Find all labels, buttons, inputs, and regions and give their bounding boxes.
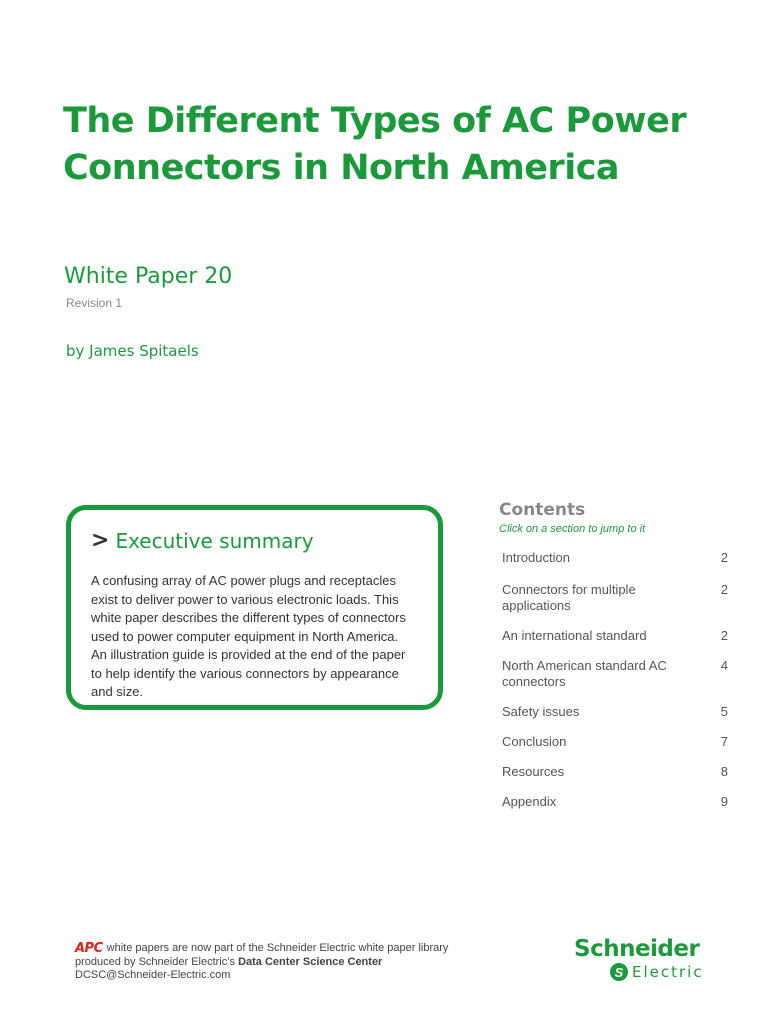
white-paper-number: White Paper 20 [64, 264, 233, 289]
toc-item-page: 2 [720, 582, 728, 597]
executive-summary-box [66, 505, 443, 710]
electric-logo-row [610, 963, 719, 981]
executive-summary-title: Executive summary [115, 529, 314, 553]
schneider-s-icon: S [610, 963, 628, 981]
contents-subtitle: Click on a section to jump to it [499, 523, 646, 535]
toc-item-connectors-for-multiple-applications[interactable] [502, 582, 728, 628]
toc-item-page: 9 [720, 794, 728, 809]
data-center-science-center-label: Data Center Science Center [238, 955, 383, 968]
toc-item-north-american-standard-ac-connectors[interactable] [502, 658, 728, 704]
toc-item-page: 5 [720, 704, 728, 719]
document-title-line-2: Connectors in North America [63, 148, 620, 188]
toc-item-label: North American standard AC connectors [502, 658, 667, 689]
footer-email-link[interactable]: DCSC@Schneider-Electric.com [75, 969, 231, 981]
chevron-right-icon: > [91, 528, 110, 553]
toc-item-an-international-standard[interactable] [502, 628, 728, 658]
toc-item-safety-issues[interactable] [502, 704, 728, 734]
revision-label: Revision 1 [66, 296, 123, 310]
toc-item-label: An international standard [502, 628, 647, 643]
toc-item-label: Appendix [502, 794, 557, 809]
contents-title: Contents [499, 500, 586, 520]
toc-item-page: 2 [720, 550, 728, 565]
toc-item-page: 4 [720, 658, 728, 673]
executive-summary-header [91, 524, 416, 558]
toc-item-label: Resources [502, 764, 565, 779]
document-title [63, 98, 723, 192]
toc-item-label: Introduction [502, 550, 570, 565]
toc-item-label: Conclusion [502, 734, 567, 749]
electric-logo-text: Electric [632, 963, 704, 981]
table-of-contents [502, 550, 728, 824]
schneider-logo-text: Schneider [574, 936, 700, 962]
toc-item-introduction[interactable] [502, 550, 728, 582]
document-title-line-1: The Different Types of AC Power [63, 101, 687, 141]
toc-item-conclusion[interactable] [502, 734, 728, 764]
toc-item-appendix[interactable] [502, 794, 728, 824]
footer-line-2-prefix: produced by Schneider Electric’s [75, 955, 239, 968]
executive-summary-text: A confusing array of AC power plugs and receptacles exist to deliver power to various electronic loads. This white paper describes the different types of connectors used to power computer equipment in North America. An illustration guide is provided at the end of the paper to help identify the various connectors by appearance and size. [91, 573, 406, 699]
footer-line-2 [75, 956, 505, 970]
toc-item-page: 8 [720, 764, 728, 779]
toc-item-label: Safety issues [502, 704, 580, 719]
footer-note [75, 942, 505, 983]
footer-line-1-text: white papers are now part of the Schneider Electric white paper library [106, 942, 449, 954]
toc-item-page: 7 [720, 734, 728, 749]
schneider-electric-logo [574, 935, 719, 985]
toc-item-label: Connectors for multiple applications [502, 582, 636, 613]
apc-logo: APC [75, 941, 103, 956]
author-byline: by James Spitaels [66, 342, 199, 360]
toc-item-page: 2 [720, 628, 728, 643]
toc-item-resources[interactable] [502, 764, 728, 794]
footer-line-1 [75, 942, 505, 956]
